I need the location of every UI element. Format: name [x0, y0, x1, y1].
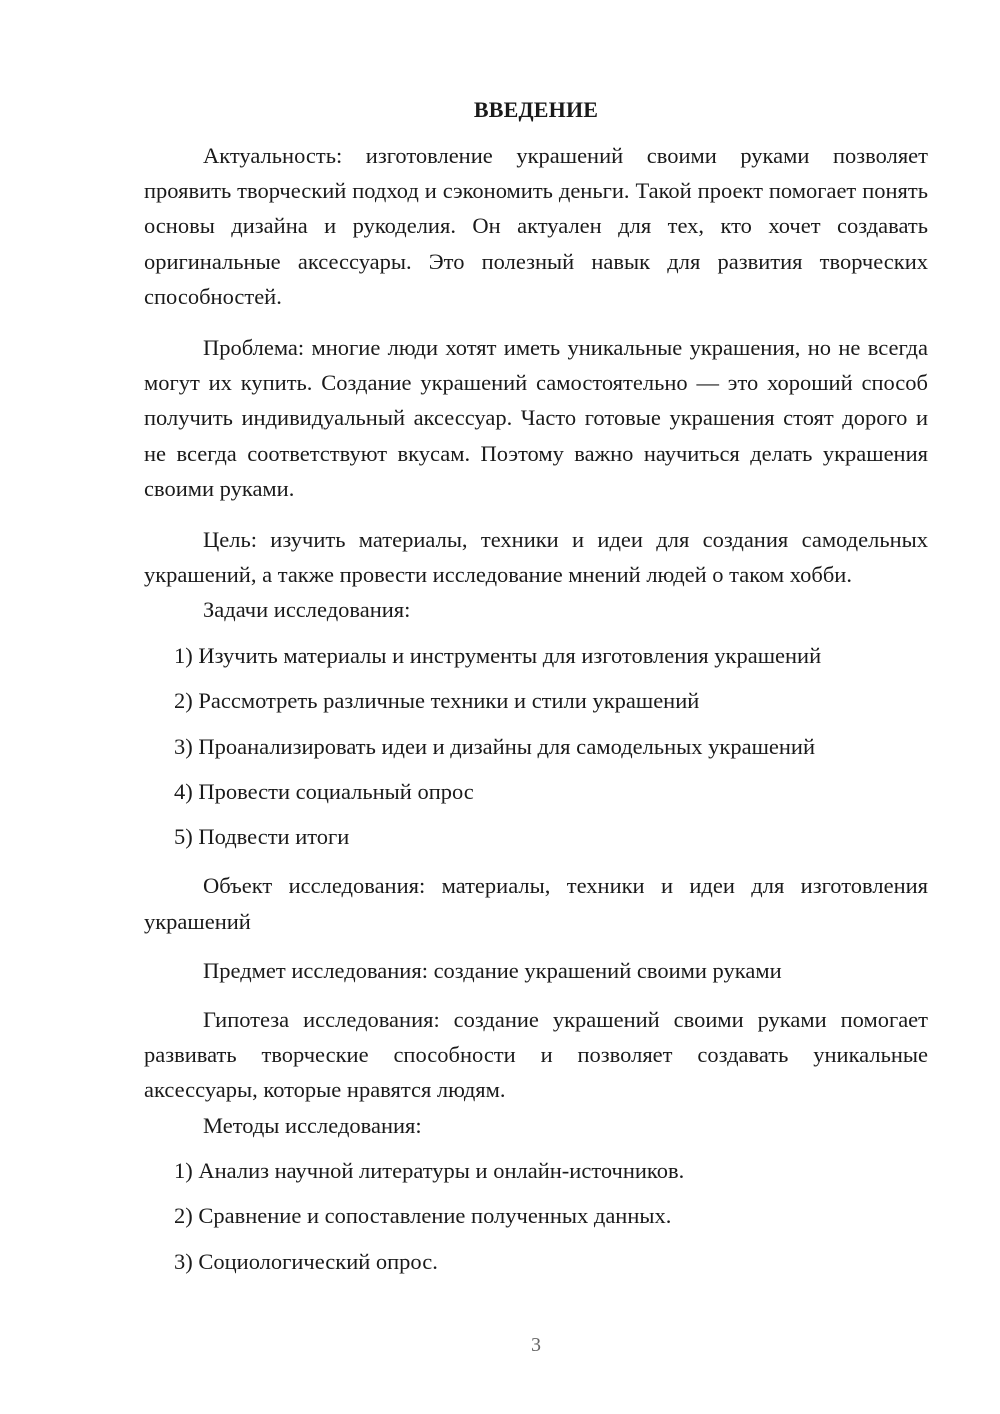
list-item: 2) Рассмотреть различные техники и стили украшений — [174, 688, 700, 714]
list-item: 2) Сравнение и сопоставление полученных данных. — [174, 1203, 672, 1229]
object-paragraph: Объект исследования: материалы, техники и идеи для изготовления украшений — [144, 873, 928, 934]
methods-heading: Методы исследования: — [203, 1112, 422, 1138]
tasks-heading: Задачи исследования: — [203, 597, 411, 623]
page-title: ВВЕДЕНИЕ — [473, 97, 599, 122]
page-number: 3 — [531, 1334, 541, 1356]
page-content — [144, 96, 928, 1279]
hypothesis-paragraph: Гипотеза исследования: создание украшений своими руками помогает развивать творческие способности и позволяет создавать уникальные аксессуары, которые нравятся людям. — [144, 1007, 928, 1103]
list-item: 5) Подвести итоги — [174, 824, 350, 850]
list-item: 3) Проанализировать идеи и дизайны для самодельных украшений — [174, 733, 816, 759]
goal-paragraph: Цель: изучить материалы, техники и идеи для создания самодельных украшений, а также провести исследование мнений людей о таком хобби. — [144, 527, 928, 588]
list-item: 3) Социологический опрос. — [174, 1248, 438, 1274]
subject-paragraph: Предмет исследования: создание украшений своими руками — [203, 957, 782, 983]
methods-list — [144, 1153, 928, 1279]
list-item: 4) Провести социальный опрос — [174, 779, 474, 804]
list-item: 1) Анализ научной литературы и онлайн-источников. — [174, 1158, 685, 1183]
problem-paragraph: Проблема: многие люди хотят иметь уникальные украшения, но не всегда могут их купить. Создание украшений самостоятельно — это хороший способ получить индивидуальный аксессуар. Часто готовые украшения стоят дорого и не всегда соответствуют вкусам. Поэтому важно научиться делать украшения своими руками. — [144, 335, 928, 501]
list-item: 1) Изучить материалы и инструменты для изготовления украшений — [174, 642, 822, 668]
tasks-list — [144, 638, 928, 855]
relevance-paragraph: Актуальность: изготовление украшений своими руками позволяет проявить творческий подход и сэкономить деньги. Такой проект помогает понять основы дизайна и рукоделия. Он актуален для тех, кто хочет создавать оригинальные аксессуары. Это полезный навык для развития творческих способностей. — [144, 143, 928, 309]
